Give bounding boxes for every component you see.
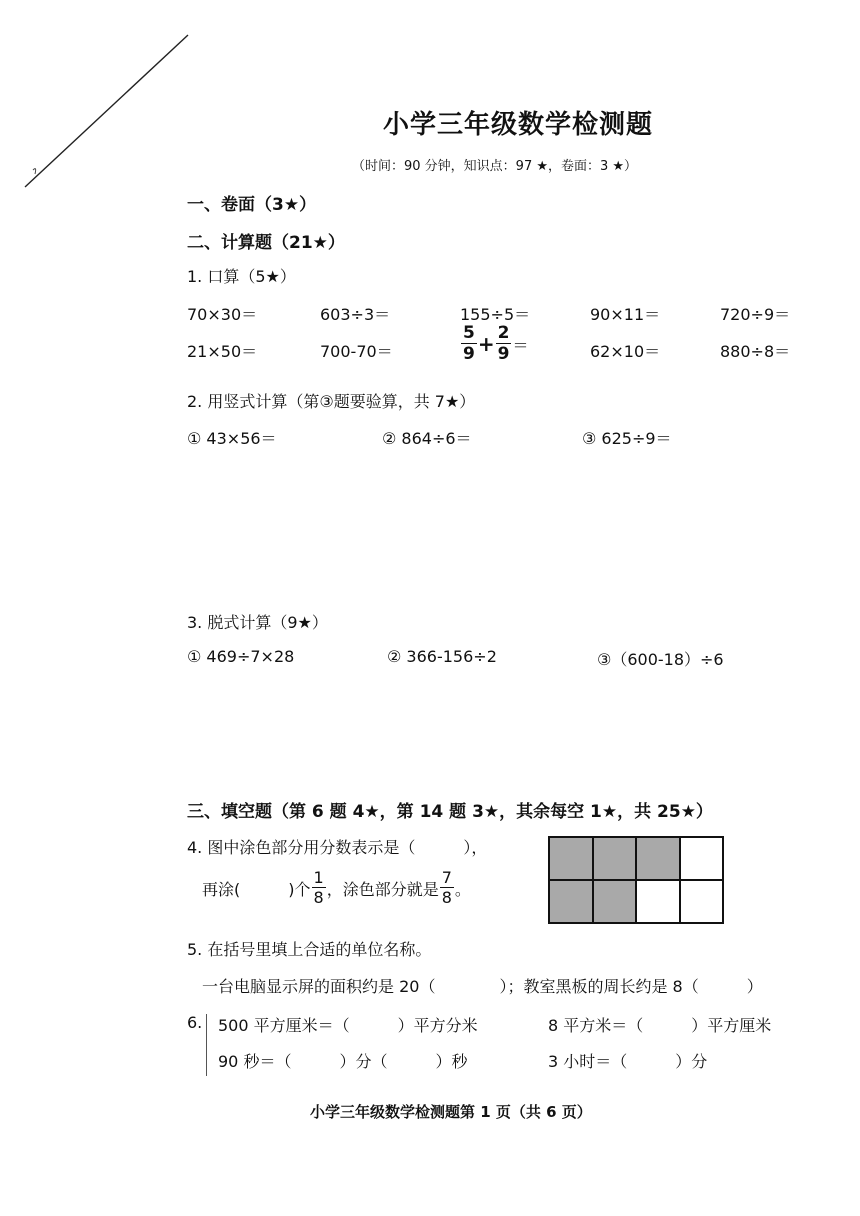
corner-pen-stroke	[0, 0, 200, 200]
q1-item: 720÷9＝	[720, 305, 791, 324]
q1-heading: 1. 口算（5★）	[187, 267, 296, 286]
grid-cell-shaded	[549, 837, 593, 880]
q1-fraction-item	[460, 325, 528, 363]
q4-line1: 4. 图中涂色部分用分数表示是（ ），	[187, 838, 488, 857]
q2-item: ③ 625÷9＝	[582, 429, 672, 448]
q1-item: 21×50＝	[187, 342, 258, 361]
q6-item: 3 小时＝（ ）分	[548, 1052, 708, 1071]
fraction-1-8: $\frac{1}{8}$	[313, 868, 324, 907]
q6-item: 8 平方米＝（ ）平方厘米	[548, 1016, 772, 1035]
q4-line2-c: 。	[454, 879, 471, 899]
q5-line: 一台电脑显示屏的面积约是 20（ ）；教室黑板的周长约是 8（ ）	[202, 977, 763, 996]
q3-item: ③（600-18）÷6	[597, 650, 724, 669]
q1-item: 155÷5＝	[460, 305, 531, 324]
grid-cell-shaded	[636, 837, 680, 880]
section-2-heading: 二、计算题（21★）	[187, 233, 345, 253]
q6-label: 6.	[187, 1013, 203, 1032]
grid-cell-shaded	[593, 837, 637, 880]
q3-heading: 3. 脱式计算（9★）	[187, 613, 328, 632]
page-subtitle: （时间：90 分钟，知识点：97 ★，卷面：3 ★）	[352, 159, 638, 174]
section-3-heading: 三、填空题（第 6 题 4★，第 14 题 3★，其余每空 1★，共 25★）	[187, 802, 713, 822]
grid-cell-shaded	[549, 880, 593, 923]
fraction-7-8: $\frac{7}{8}$	[441, 868, 452, 907]
fraction-2-9: $\frac{2}{9}$	[497, 323, 510, 364]
q2-item: ② 864÷6＝	[382, 429, 472, 448]
q6-item: 90 秒＝（ ）分（ ）秒	[218, 1052, 468, 1071]
plus-sign: +	[477, 332, 495, 356]
grid-cell-shaded	[593, 880, 637, 923]
q6-item: 500 平方厘米＝（ ）平方分米	[218, 1016, 478, 1035]
page-footer: 小学三年级数学检测题第 1 页（共 6 页）	[310, 1103, 592, 1121]
q6-bracket-line	[206, 1014, 207, 1076]
q3-item: ② 366-156÷2	[387, 647, 497, 666]
q4-line2-a: 再涂( )个	[202, 879, 311, 899]
grid-cell-empty	[680, 880, 724, 923]
q1-item: 700-70＝	[320, 342, 393, 361]
q2-heading: 2. 用竖式计算（第③题要验算，共 7★）	[187, 392, 476, 411]
q1-item: 880÷8＝	[720, 342, 791, 361]
q4-line2	[202, 870, 471, 906]
q1-item: 603÷3＝	[320, 305, 391, 324]
q1-item: 70×30＝	[187, 305, 258, 324]
q3-item: ① 469÷7×28	[187, 647, 295, 666]
q4-line2-b: ，涂色部分就是	[326, 879, 439, 899]
equals-sign: ＝	[512, 335, 529, 355]
q1-item: 90×11＝	[590, 305, 661, 324]
q5-heading: 5. 在括号里填上合适的单位名称。	[187, 940, 432, 959]
grid-cell-empty	[680, 837, 724, 880]
q2-item: ① 43×56＝	[187, 429, 277, 448]
q1-item: 62×10＝	[590, 342, 661, 361]
shaded-fraction-grid	[548, 836, 724, 924]
section-1-heading: 一、卷面（3★）	[187, 195, 317, 215]
page-title: 小学三年级数学检测题	[383, 110, 654, 140]
fraction-5-9: $\frac{5}{9}$	[463, 323, 475, 364]
grid-cell-empty	[636, 880, 680, 923]
